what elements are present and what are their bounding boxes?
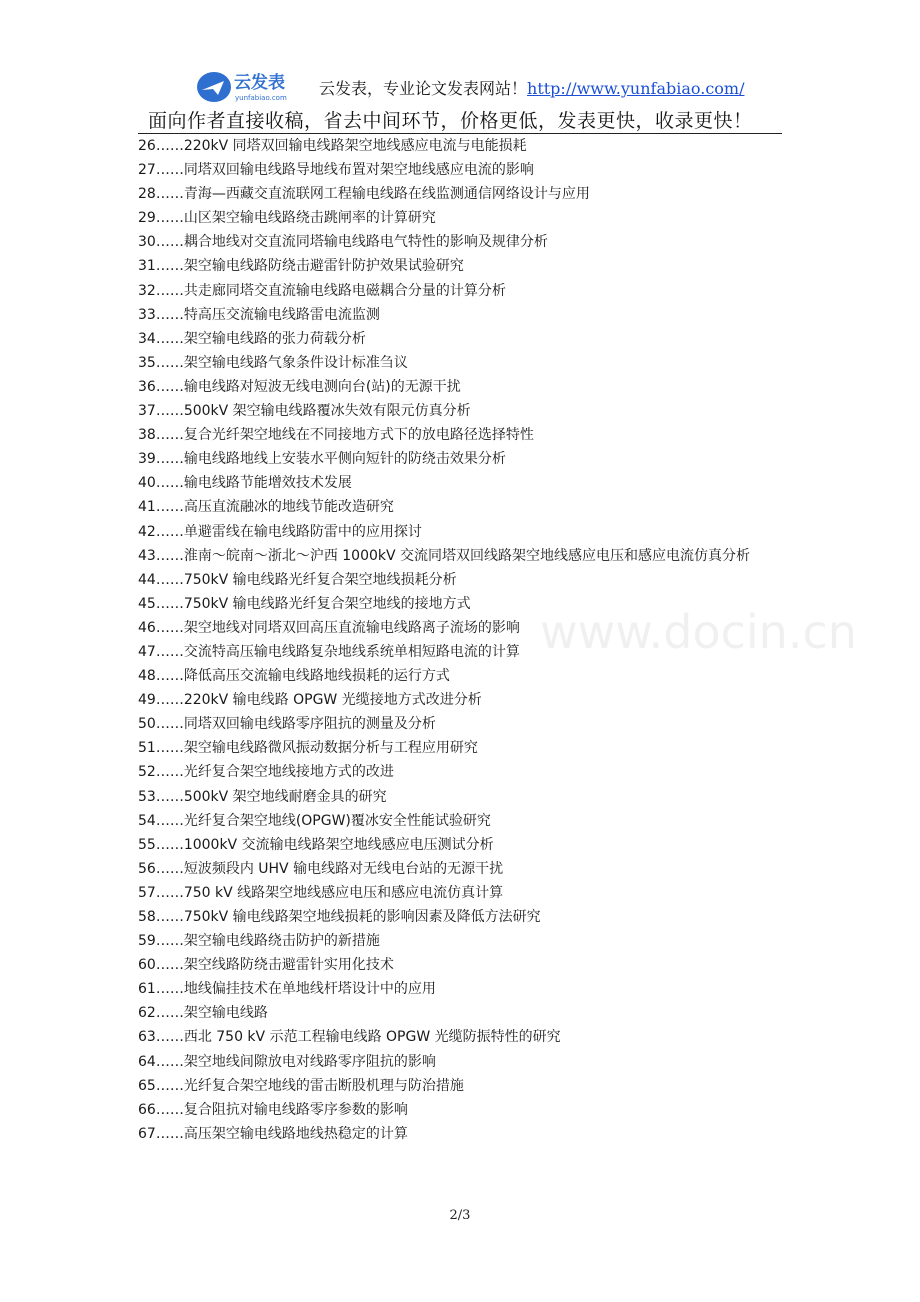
list-item: 66……复合阻抗对输电线路零序参数的影响: [138, 1101, 408, 1118]
list-item: 61……地线偏挂技术在单地线杆塔设计中的应用: [138, 981, 436, 998]
list-item: 33……特高压交流输电线路雷电流监测: [138, 306, 380, 323]
list-item: 65……光纤复合架空地线的雷击断股机理与防治措施: [138, 1077, 464, 1094]
list-item: 29……山区架空输电线路绕击跳闸率的计算研究: [138, 210, 436, 227]
header-slogan: 面向作者直接收稿，省去中间环节，价格更低，发表更快，收录更快！: [148, 110, 753, 132]
list-item: 55……1000kV 交流输电线路架空地线感应电压测试分析: [138, 836, 494, 853]
list-item: 27……同塔双回输电线路导地线布置对架空地线感应电流的影响: [138, 162, 534, 179]
watermark: www.docin.cn: [540, 605, 857, 659]
list-item: 49……220kV 输电线路 OPGW 光缆接地方式改进分析: [138, 692, 482, 709]
list-item: 37……500kV 架空输电线路覆冰失效有限元仿真分析: [138, 403, 471, 420]
tagline-prefix: 云发表，专业论文发表网站！: [319, 79, 528, 98]
logo-text: 云发表: [234, 73, 285, 93]
yunfabiao-logo[interactable]: [196, 70, 316, 104]
list-item: 64……架空地线间隙放电对线路零序阻抗的影响: [138, 1053, 436, 1070]
list-item: 54……光纤复合架空地线(OPGW)覆冰安全性能试验研究: [138, 812, 491, 829]
page-header: [0, 0, 920, 136]
list-item: 51……架空输电线路微风振动数据分析与工程应用研究: [138, 740, 478, 757]
list-item: 63……西北 750 kV 示范工程输电线路 OPGW 光缆防振特性的研究: [138, 1029, 561, 1046]
list-item: 40……输电线路节能增效技术发展: [138, 475, 352, 492]
list-item: 42……单避雷线在输电线路防雷中的应用探讨: [138, 523, 422, 540]
list-item: 26……220kV 同塔双回输电线路架空地线感应电流与电能损耗: [138, 138, 527, 154]
list-item: 32……共走廊同塔交直流输电线路电磁耦合分量的计算分析: [138, 282, 506, 299]
logo-subtext: yunfabiao.com: [235, 94, 287, 102]
list-item: 31……架空输电线路防绕击避雷针防护效果试验研究: [138, 258, 464, 275]
list-item: 35……架空输电线路气象条件设计标准刍议: [138, 354, 408, 371]
site-url-link[interactable]: http://www.yunfabiao.com/: [527, 79, 745, 98]
list-item: 58……750kV 输电线路架空地线损耗的影响因素及降低方法研究: [138, 909, 541, 925]
list-item: 48……降低高压交流输电线路地线损耗的运行方式: [138, 668, 450, 685]
list-item: 52……光纤复合架空地线接地方式的改进: [138, 764, 394, 781]
list-item: 30……耦合地线对交直流同塔输电线路电气特性的影响及规律分析: [138, 234, 548, 251]
list-item: 41……高压直流融冰的地线节能改造研究: [138, 499, 394, 516]
list-item: 38……复合光纤架空地线在不同接地方式下的放电路径选择特性: [138, 427, 534, 444]
list-item: 67……高压架空输电线路地线热稳定的计算: [138, 1125, 408, 1142]
list-item: 57……750 kV 线路架空地线感应电压和感应电流仿真计算: [138, 884, 504, 901]
list-item: 43……淮南～皖南～浙北～沪西 1000kV 交流同塔双回线路架空地线感应电压和感应电流仿真分析: [138, 547, 751, 564]
list-item: 28……青海—西藏交直流联网工程输电线路在线监测通信网络设计与应用: [138, 186, 590, 203]
list-item: 60……架空线路防绕击避雷针实用化技术: [138, 957, 394, 974]
list-item: 46……架空地线对同塔双回高压直流输电线路离子流场的影响: [138, 619, 520, 636]
list-item: 36……输电线路对短波无线电测向台(站)的无源干扰: [138, 378, 461, 395]
list-item: 59……架空输电线路绕击防护的新措施: [138, 933, 380, 950]
list-item: 34……架空输电线路的张力荷载分析: [138, 330, 366, 347]
list-item: 44……750kV 输电线路光纤复合架空地线损耗分析: [138, 571, 457, 588]
header-tagline: [319, 76, 744, 99]
list-item: 56……短波频段内 UHV 输电线路对无线电台站的无源干扰: [138, 860, 504, 877]
page-number: 2/3: [449, 1208, 471, 1223]
list-item: 50……同塔双回输电线路零序阻抗的测量及分析: [138, 716, 436, 733]
list-item: 47……交流特高压输电线路复杂地线系统单相短路电流的计算: [138, 643, 520, 660]
list-item: 45……750kV 输电线路光纤复合架空地线的接地方式: [138, 595, 471, 612]
list-item: 53……500kV 架空地线耐磨金具的研究: [138, 788, 387, 805]
list-item: 39……输电线路地线上安装水平侧向短针的防绕击效果分析: [138, 451, 506, 468]
reference-list: [138, 134, 788, 1146]
list-item: 62……架空输电线路: [138, 1005, 268, 1022]
